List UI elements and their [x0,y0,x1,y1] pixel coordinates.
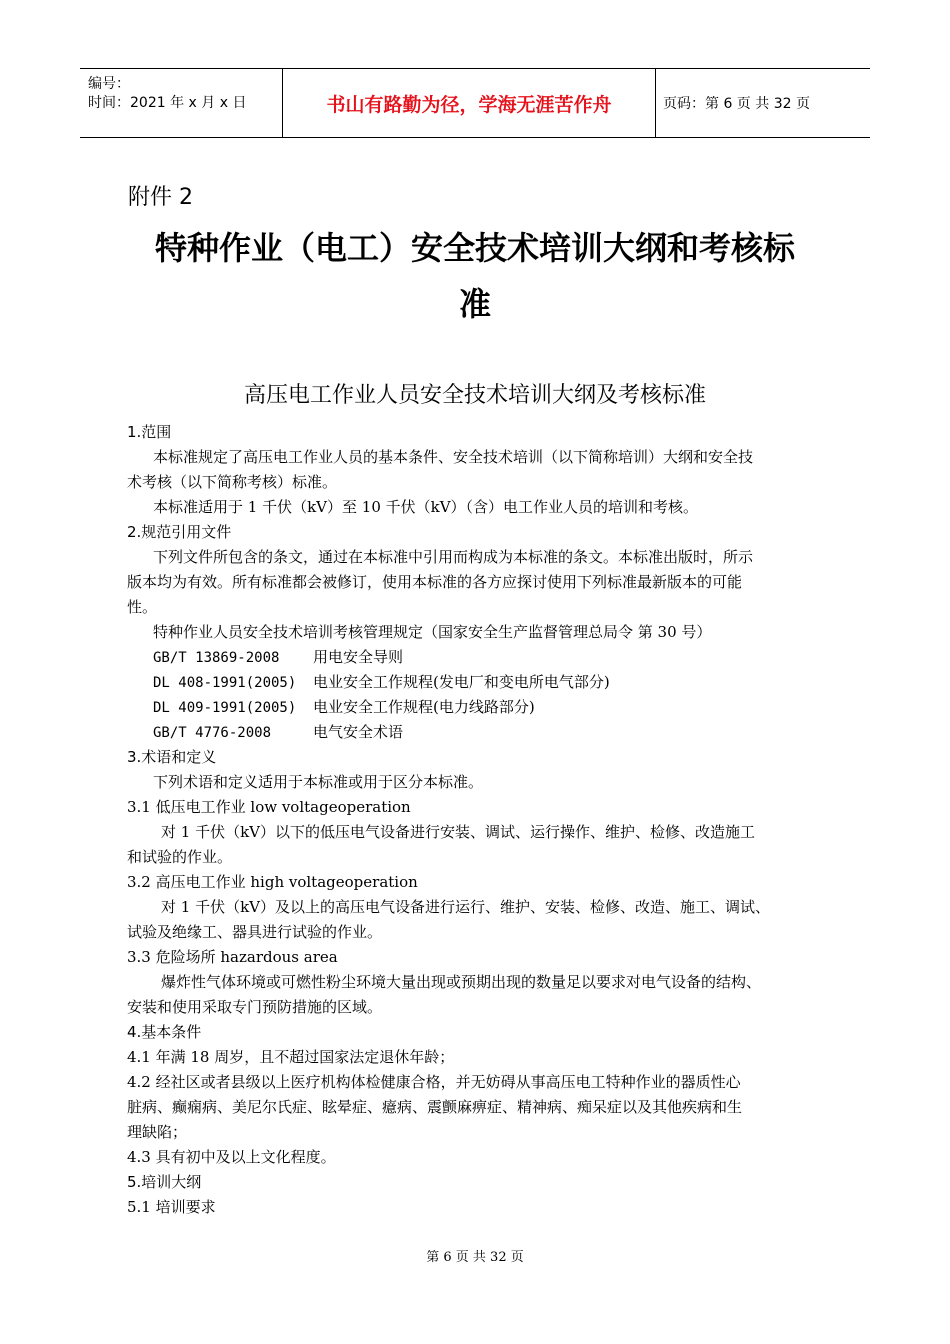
section-heading-terms: 3.术语和定义 [127,748,217,766]
condition-item: 4.1 年满 18 周岁，且不超过国家法定退休年龄； [127,1048,455,1066]
regulation-reference: 特种作业人员安全技术培训考核管理规定（国家安全生产监督管理总局令 第 30 号） [153,623,712,641]
reference-item [127,670,837,695]
header-page-cell [655,69,870,137]
reference-code: GB/T 4776-2008 [153,725,272,741]
paragraph-line: 试验及绝缘工、器具进行试验的作业。 [127,923,383,941]
header-page-number: 页码：第 6 页 共 32 页 [663,96,810,112]
reference-item [127,695,837,720]
reference-item [127,645,837,670]
page-footer: 第 6 页 共 32 页 [426,1250,524,1265]
term-heading: 3.1 低压电工作业 low voltageoperation [127,798,411,816]
reference-code: DL 408-1991(2005) [153,675,297,691]
paragraph-line: 性。 [127,598,158,616]
document-body [127,420,837,1220]
reference-title: 电气安全术语 [313,723,404,741]
reference-item [127,720,837,745]
paragraph-line: 下列文件所包含的条文，通过在本标准中引用而构成为本标准的条文。本标准出版时，所示 [153,548,754,566]
term-heading: 3.2 高压电工作业 high voltageoperation [127,873,418,891]
section-heading-references: 2.规范引用文件 [127,523,232,541]
header-motto-cell [282,69,656,137]
paragraph-line: 对 1 千伏（kV）以下的低压电气设备进行安装、调试、运行操作、维护、检修、改造施工 [161,823,756,841]
header-motto: 书山有路勤为径，学海无涯苦作舟 [326,93,612,116]
condition-item: 4.2 经社区或者县级以上医疗机构体检健康合格，并无妨碍从事高压电工特种作业的器质性心 [127,1073,741,1091]
attachment-label: 附件 2 [128,185,193,210]
header-left-cell [80,69,282,137]
paragraph-line: 和试验的作业。 [127,848,233,866]
reference-code: DL 409-1991(2005) [153,700,297,716]
page-header [80,68,870,138]
paragraph-line: 对 1 千伏（kV）及以上的高压电气设备进行运行、维护、安装、检修、改造、施工、调试、 [161,898,771,916]
section-heading-scope: 1.范围 [127,423,172,441]
document-date-label: 时间：2021 年 x 月 x 日 [88,95,247,111]
term-heading: 3.3 危险场所 hazardous area [127,948,338,966]
paragraph-line: 本标准适用于 1 千伏（kV）至 10 千伏（kV）（含）电工作业人员的培训和考核。 [153,498,699,516]
reference-title: 用电安全导则 [313,648,404,666]
paragraph-line: 版本均为有效。所有标准都会被修订，使用本标准的各方应探讨使用下列标准最新版本的可能 [127,573,743,591]
reference-title: 电业安全工作规程(发电厂和变电所电气部分) [313,673,610,691]
paragraph-line: 术考核（以下简称考核）标准。 [127,473,338,491]
paragraph-line: 爆炸性气体环境或可燃性粉尘环境大量出现或预期出现的数量足以要求对电气设备的结构、 [161,973,762,991]
paragraph-line: 安装和使用采取专门预防措施的区域。 [127,998,383,1016]
section-heading-basic-conditions: 4.基本条件 [127,1023,202,1041]
document-title-line-1: 特种作业（电工）安全技术培训大纲和考核标 [154,229,795,267]
document-number-label: 编号： [88,76,130,92]
subsection-heading: 5.1 培训要求 [127,1198,216,1216]
section-subtitle: 高压电工作业人员安全技术培训大纲及考核标准 [243,383,706,408]
section-heading-training-outline: 5.培训大纲 [127,1173,202,1191]
paragraph-line: 本标准规定了高压电工作业人员的基本条件、安全技术培训（以下简称培训）大纲和安全技 [153,448,754,466]
condition-item: 4.3 具有初中及以上文化程度。 [127,1148,336,1166]
paragraph-line: 下列术语和定义适用于本标准或用于区分本标准。 [153,773,484,791]
paragraph-line: 脏病、癫痫病、美尼尔氏症、眩晕症、癔病、震颤麻痹症、精神病、痴呆症以及其他疾病和生 [127,1098,743,1116]
reference-title: 电业安全工作规程(电力线路部分) [313,698,535,716]
reference-code: GB/T 13869-2008 [153,650,280,666]
document-title-line-2: 准 [458,285,491,323]
paragraph-line: 理缺陷； [127,1123,188,1141]
document-title [120,220,830,332]
